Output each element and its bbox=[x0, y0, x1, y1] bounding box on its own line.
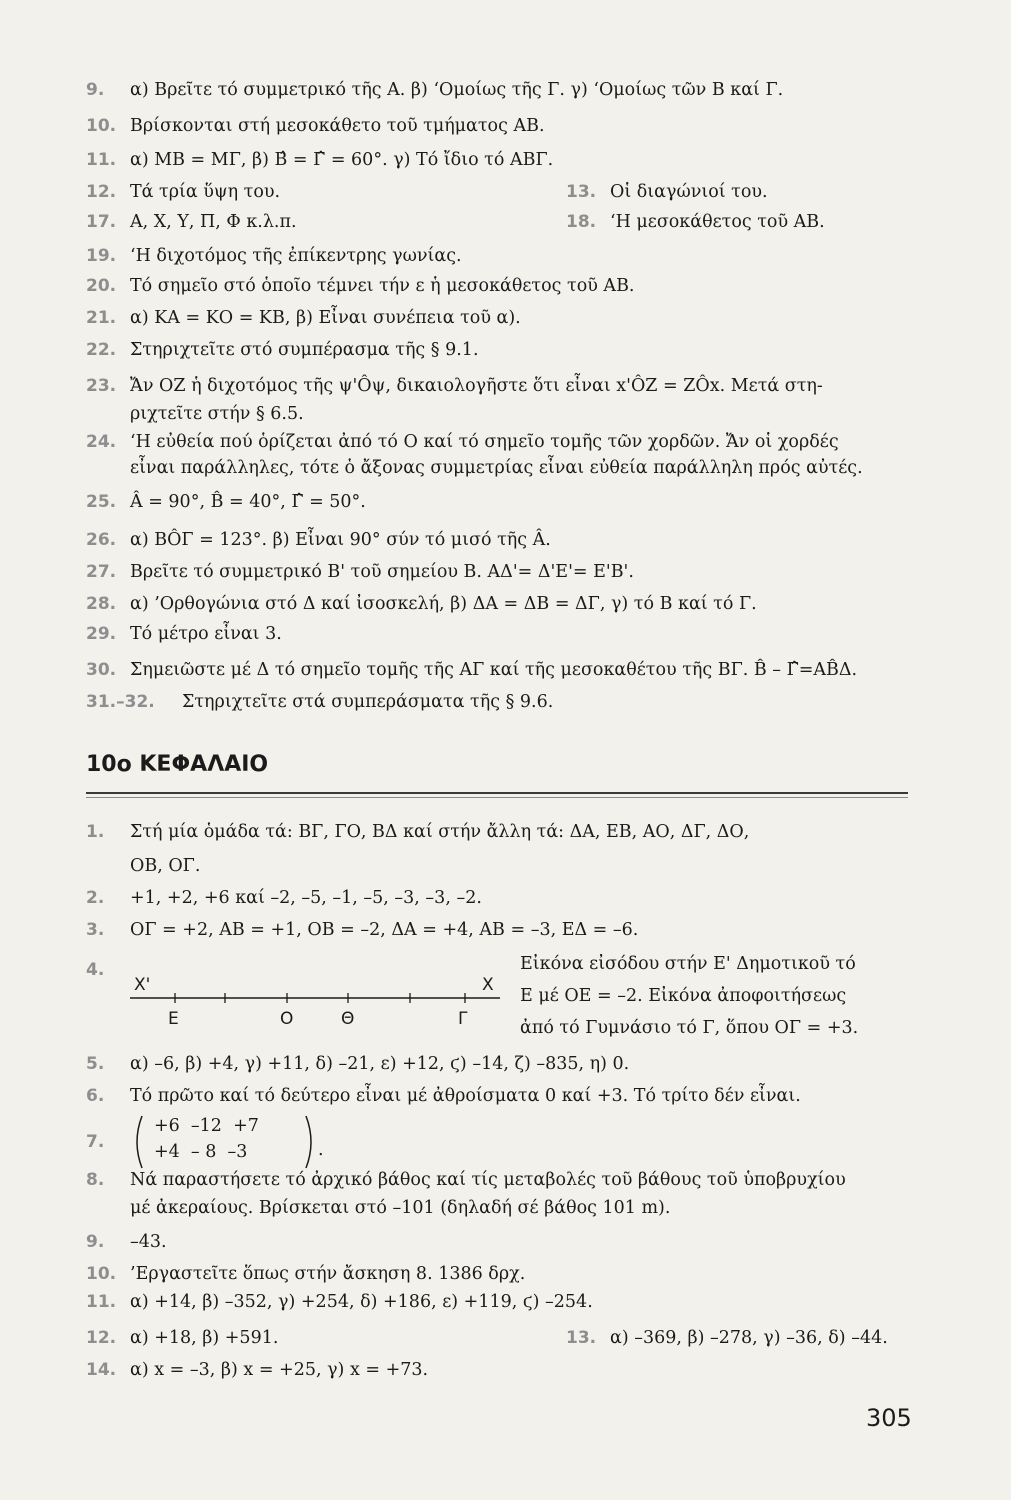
label-gamma: Γ bbox=[458, 1009, 468, 1029]
ch10-answer-9 bbox=[86, 1230, 916, 1254]
matrix-period: . bbox=[318, 1140, 324, 1160]
answer-text: Στή μία ὁμάδα τά: ΒΓ, ΓΟ, ΒΔ καί στήν ἄλλη τά: ΔΑ, ΕΒ, ΑΟ, ΔΓ, ΔΟ, bbox=[130, 822, 750, 842]
ch10-answer-1 bbox=[86, 820, 916, 844]
answer-text: α) ΒÔΓ = 123°. β) Εἶναι 90° σύν τό μισό τῆς Â. bbox=[130, 530, 551, 550]
ch10-answer-11 bbox=[86, 1290, 916, 1314]
answer-number: 3. bbox=[86, 920, 105, 940]
answer-number: 8. bbox=[86, 1170, 105, 1190]
answer-text: α) ’Ορθογώνια στό Δ καί ἰσοσκελή, β) ΔΑ = ΔΒ = ΔΓ, γ) τό Β καί τό Γ. bbox=[130, 594, 757, 614]
answer-24 bbox=[86, 430, 916, 454]
answer-number: 29. bbox=[86, 624, 117, 644]
answer-number: 9. bbox=[86, 1232, 105, 1252]
answer-20 bbox=[86, 274, 916, 298]
answer-text: α) –6, β) +4, γ) +11, δ) –21, ε) +12, ϛ) –14, ζ) –835, η) 0. bbox=[130, 1054, 630, 1074]
ch10-answer-5 bbox=[86, 1052, 916, 1076]
answer-text: Οἱ διαγώνιοί του. bbox=[610, 182, 768, 202]
answer-text: α) ΚΑ = ΚΟ = ΚΒ, β) Εἶναι συνέπεια τοῦ α). bbox=[130, 308, 521, 328]
chapter-rule-thin bbox=[86, 797, 908, 798]
answer-text: –43. bbox=[130, 1232, 167, 1252]
number-line bbox=[130, 962, 510, 1032]
answer-text: Τό σημεῖο στό ὁποῖο τέμνει τήν ε ἡ μεσοκάθετος τοῦ ΑΒ. bbox=[130, 276, 635, 296]
answer-28 bbox=[86, 592, 916, 616]
answer-4-line-3: ἀπό τό Γυμνάσιο τό Γ, ὅπου ΟΓ = +3. bbox=[520, 1018, 859, 1038]
answer-text: α) x = –3, β) x = +25, γ) x = +73. bbox=[130, 1360, 429, 1380]
answer-text: α) +14, β) –352, γ) +254, δ) +186, ε) +119, ϛ) –254. bbox=[130, 1292, 593, 1312]
answer-9 bbox=[86, 78, 916, 102]
answer-text: Νά παραστήσετε τό ἀρχικό βάθος καί τίς μεταβολές τοῦ βάθους τοῦ ὑποβρυχίου bbox=[130, 1170, 846, 1190]
answer-text: Βρεῖτε τό συμμετρικό Β' τοῦ σημείου Β. ΑΔ'= Δ'Ε'= Ε'Β'. bbox=[130, 562, 634, 582]
answer-text: ‘Η διχοτόμος τῆς ἐπίκεντρης γωνίας. bbox=[130, 246, 462, 266]
ch10-answer-12-13 bbox=[86, 1326, 916, 1350]
chapter-rule bbox=[86, 792, 908, 794]
answer-second bbox=[566, 210, 825, 234]
answer-11 bbox=[86, 148, 916, 172]
answer-number: 26. bbox=[86, 530, 117, 550]
answer-text: α) ΜΒ = ΜΓ, β) Β̂ = Γ̂ = 60°. γ) Τό ἴδιο τό ΑΒΓ. bbox=[130, 150, 554, 170]
answer-10 bbox=[86, 114, 916, 138]
answer-17-18 bbox=[86, 210, 916, 234]
answer-19 bbox=[86, 244, 916, 268]
answer-text: Τό μέτρο εἶναι 3. bbox=[130, 624, 282, 644]
answer-25 bbox=[86, 490, 916, 514]
answer-23 bbox=[86, 374, 916, 398]
answer-number: 11. bbox=[86, 150, 117, 170]
answer-29 bbox=[86, 622, 916, 646]
answer-number: 24. bbox=[86, 432, 117, 452]
answer-26 bbox=[86, 528, 916, 552]
answer-text: α) +18, β) +591. bbox=[130, 1328, 279, 1348]
answer-27 bbox=[86, 560, 916, 584]
answer-number: 19. bbox=[86, 246, 117, 266]
answer-text: Â = 90°, B̂ = 40°, Γ̂ = 50°. bbox=[130, 492, 366, 512]
answer-number: 27. bbox=[86, 562, 117, 582]
answer-number: 2. bbox=[86, 888, 105, 908]
answer-31-32 bbox=[86, 690, 916, 714]
ch10-answer-14 bbox=[86, 1358, 916, 1382]
label-theta: Θ bbox=[341, 1009, 355, 1029]
answer-number: 17. bbox=[86, 212, 117, 232]
answer-number: 14. bbox=[86, 1360, 117, 1380]
answer-second bbox=[566, 180, 768, 204]
answer-number: 31.–32. bbox=[86, 692, 155, 712]
answer-text: Στηριχτεῖτε στά συμπεράσματα τῆς § 9.6. bbox=[182, 692, 554, 712]
answer-number: 13. bbox=[566, 1328, 597, 1348]
answer-text: Βρίσκονται στή μεσοκάθετο τοῦ τμήματος ΑΒ. bbox=[130, 116, 545, 136]
answer-number: 9. bbox=[86, 80, 105, 100]
answer-text: Α, Χ, Υ, Π, Φ κ.λ.π. bbox=[130, 212, 297, 232]
left-paren bbox=[137, 1116, 142, 1168]
answer-4-line-1: Εἰκόνα εἰσόδου στήν Ε' Δημοτικοῦ τό bbox=[520, 954, 856, 974]
answer-number: 22. bbox=[86, 340, 117, 360]
answer-text: α) Βρεῖτε τό συμμετρικό τῆς Α. β) ‘Ομοίως τῆς Γ. γ) ‘Ομοίως τῶν Β καί Γ. bbox=[130, 80, 784, 100]
answer-text: Σημειῶστε μέ Δ τό σημεῖο τομῆς τῆς ΑΓ καί τῆς μεσοκαθέτου τῆς ΒΓ. B̂ – Γ̂=ΑB̂Δ. bbox=[130, 660, 858, 680]
matrix-row-1: +6 –12 +7 bbox=[154, 1116, 259, 1136]
answer-23-continuation: ριχτεῖτε στήν § 6.5. bbox=[130, 404, 304, 424]
answer-text: ‘Η εὐθεία πού ὁρίζεται ἀπό τό Ο καί τό σημεῖο τομῆς τῶν χορδῶν. Ἄν οἱ χορδές bbox=[130, 432, 839, 452]
label-x-prime: X' bbox=[134, 975, 151, 995]
answer-number: 10. bbox=[86, 1264, 117, 1284]
answer-12-13 bbox=[86, 180, 916, 204]
answer-number: 12. bbox=[86, 1328, 117, 1348]
answer-22 bbox=[86, 338, 916, 362]
label-e: Ε bbox=[168, 1009, 179, 1029]
answer-number: 23. bbox=[86, 376, 117, 396]
answer-21 bbox=[86, 306, 916, 330]
answer-number: 12. bbox=[86, 182, 117, 202]
answer-text: +1, +2, +6 καί –2, –5, –1, –5, –3, –3, –2. bbox=[130, 888, 482, 908]
answer-text: ‘Η μεσοκάθετος τοῦ ΑΒ. bbox=[610, 212, 825, 232]
ch10-answer-4 bbox=[86, 958, 126, 982]
label-o: Ο bbox=[280, 1009, 294, 1029]
ch10-answer-2 bbox=[86, 886, 916, 910]
answer-number: 11. bbox=[86, 1292, 117, 1312]
ch10-answer-10 bbox=[86, 1262, 916, 1286]
ch10-answer-3 bbox=[86, 918, 916, 942]
ch10-answer-6 bbox=[86, 1084, 916, 1108]
ch10-answer-7 bbox=[86, 1130, 126, 1154]
answer-number: 25. bbox=[86, 492, 117, 512]
answer-text: Τό πρῶτο καί τό δεύτερο εἶναι μέ ἀθροίσματα 0 καί +3. Τό τρίτο δέν εἶναι. bbox=[130, 1086, 801, 1106]
answer-number: 1. bbox=[86, 822, 105, 842]
answer-number: 7. bbox=[86, 1132, 105, 1152]
answer-number: 6. bbox=[86, 1086, 105, 1106]
answer-second bbox=[566, 1326, 888, 1350]
answer-text: ’Εργαστεῖτε ὅπως στήν ἄσκηση 8. 1386 δρχ. bbox=[130, 1264, 526, 1284]
answer-text: α) –369, β) –278, γ) –36, δ) –44. bbox=[610, 1328, 888, 1348]
answer-number: 18. bbox=[566, 212, 597, 232]
answer-number: 21. bbox=[86, 308, 117, 328]
label-x: X bbox=[482, 975, 494, 995]
answer-number: 20. bbox=[86, 276, 117, 296]
answer-number: 4. bbox=[86, 960, 105, 980]
ch10-answer-8-continuation: μέ ἀκεραίους. Βρίσκεται στό –101 (δηλαδή σέ βάθος 101 m). bbox=[130, 1198, 671, 1218]
answer-text: Τά τρία ὕψη του. bbox=[130, 182, 281, 202]
answer-text: Ἄν ΟΖ ἡ διχοτόμος τῆς ψ'Ôψ, δικαιολογῆστε ὅτι εἶναι x'ÔZ = ZÔx. Μετά στη- bbox=[130, 376, 823, 396]
answer-number: 13. bbox=[566, 182, 597, 202]
answer-number: 10. bbox=[86, 116, 117, 136]
ch10-answer-8 bbox=[86, 1168, 916, 1192]
answer-text: ΟΓ = +2, ΑΒ = +1, ΟΒ = –2, ΔΑ = +4, ΑΒ = –3, ΕΔ = –6. bbox=[130, 920, 639, 940]
answer-4-line-2: Ε μέ ΟΕ = –2. Εἰκόνα ἀποφοιτήσεως bbox=[520, 986, 847, 1006]
number-matrix bbox=[130, 1114, 330, 1170]
answer-number: 28. bbox=[86, 594, 117, 614]
answer-number: 5. bbox=[86, 1054, 105, 1074]
right-paren bbox=[306, 1116, 311, 1168]
matrix-row-2: +4 – 8 –3 bbox=[154, 1142, 248, 1162]
chapter-title: 10ο ΚΕΦΑΛΑΙΟ bbox=[86, 752, 269, 777]
answer-number: 30. bbox=[86, 660, 117, 680]
ch10-answer-1-continuation: ΟΒ, ΟΓ. bbox=[130, 856, 201, 876]
answer-24-continuation: εἶναι παράλληλες, τότε ὁ ἄξονας συμμετρίας εἶναι εὐθεία παράλληλη πρός αὐτές. bbox=[130, 458, 863, 478]
page-number: 305 bbox=[866, 1404, 912, 1432]
answer-text: Στηριχτεῖτε στό συμπέρασμα τῆς § 9.1. bbox=[130, 340, 479, 360]
answer-30 bbox=[86, 658, 916, 682]
